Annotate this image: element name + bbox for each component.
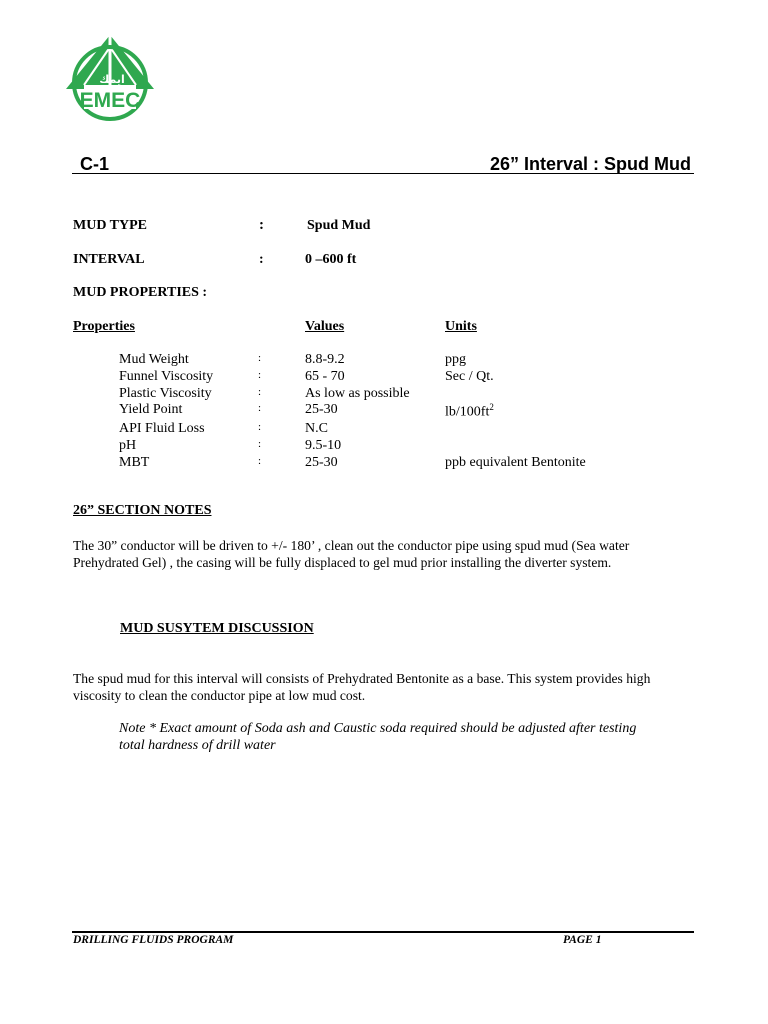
property-value-text: 25-30 <box>305 402 338 418</box>
property-name <box>119 421 258 438</box>
section-code: C-1 <box>80 154 110 174</box>
property-value-text: 65 - 70 <box>305 368 345 384</box>
property-name-text: MBT <box>119 454 150 470</box>
property-name <box>119 369 258 386</box>
header-rule <box>72 173 694 174</box>
property-value <box>305 386 445 403</box>
table-row <box>119 438 586 455</box>
property-sep-text: : <box>258 454 262 467</box>
interval-label: INTERVAL <box>73 252 145 267</box>
property-unit <box>445 386 586 403</box>
col-header-values: Values <box>305 319 345 334</box>
property-sep-text: : <box>258 402 262 415</box>
property-name-text: Plastic Viscosity <box>119 385 212 401</box>
property-unit-text: Sec / Qt. <box>445 368 494 384</box>
property-sep <box>258 421 305 438</box>
property-unit-text: ppg <box>445 352 466 367</box>
property-value-text: 8.8-9.2 <box>305 352 345 367</box>
interval-sep: : <box>259 252 264 267</box>
property-name <box>119 352 258 369</box>
property-name-text: API Fluid Loss <box>119 421 205 437</box>
mud-type-sep: : <box>259 217 264 233</box>
discussion-heading: MUD SUSYTEM DISCUSSION <box>120 621 314 636</box>
property-name-text: Mud Weight <box>119 352 189 367</box>
discussion-note: Note * Exact amount of Soda ash and Caustic soda required should be adjusted after testing total hardness of drill water <box>119 721 637 753</box>
table-row <box>119 386 586 403</box>
table-row <box>119 352 586 369</box>
property-value <box>305 455 445 472</box>
property-value-text: N.C <box>305 421 328 437</box>
property-sep-text: : <box>258 385 262 398</box>
footer-left: DRILLING FLUIDS PROGRAM <box>73 934 234 946</box>
property-value-text: 9.5-10 <box>305 437 342 453</box>
property-sep <box>258 438 305 455</box>
property-unit <box>445 455 586 472</box>
property-sep-text: : <box>258 368 262 381</box>
property-name-text: Yield Point <box>119 402 183 418</box>
mud-type-value: Spud Mud <box>307 218 371 233</box>
mud-type-label: MUD TYPE <box>73 218 148 233</box>
property-name <box>119 438 258 455</box>
property-value <box>305 421 445 438</box>
property-name <box>119 386 258 403</box>
section-notes-heading: 26” SECTION NOTES <box>73 503 212 518</box>
property-unit <box>445 352 586 369</box>
table-row <box>119 455 586 472</box>
property-name <box>119 455 258 472</box>
table-row <box>119 369 586 386</box>
property-sep <box>258 455 305 472</box>
col-header-properties: Properties <box>73 319 135 334</box>
table-row <box>119 421 586 438</box>
property-value-text: As low as possible <box>305 385 410 401</box>
emec-logo <box>62 33 158 123</box>
property-sep-text: : <box>258 437 262 450</box>
property-name-text: Funnel Viscosity <box>119 368 214 384</box>
property-unit <box>445 421 586 438</box>
property-value <box>305 402 445 421</box>
property-unit <box>445 402 586 421</box>
property-value <box>305 438 445 455</box>
mud-properties-heading: MUD PROPERTIES : <box>73 285 208 300</box>
section-notes-paragraph: The 30” conductor will be driven to +/- 180’ , clean out the conductor pipe using spud mud (Sea water Prehydrated Gel) , the casing will be fully displaced to gel mud prior installing the diverter system. <box>73 538 630 570</box>
property-sep <box>258 352 305 369</box>
property-value <box>305 369 445 386</box>
footer-page-number: PAGE 1 <box>563 934 602 946</box>
property-unit <box>445 369 586 386</box>
table-row <box>119 402 586 421</box>
property-sep <box>258 402 305 421</box>
footer-rule <box>72 931 694 933</box>
interval-value: 0 –600 ft <box>305 252 357 267</box>
property-value <box>305 352 445 369</box>
property-unit-text: ppb equivalent Bentonite <box>445 454 586 470</box>
properties-table <box>119 352 586 471</box>
property-sep-text: : <box>258 352 262 364</box>
unit-superscript: 2 <box>489 402 494 413</box>
property-unit-text: lb/100ft <box>445 405 490 421</box>
property-sep <box>258 369 305 386</box>
property-value-text: 25-30 <box>305 454 338 470</box>
logo-arabic-text: ايمك <box>99 73 125 86</box>
property-name-text: pH <box>119 437 137 453</box>
property-sep-text: : <box>258 421 262 434</box>
page-title: 26” Interval : Spud Mud <box>489 154 691 174</box>
property-sep <box>258 386 305 403</box>
property-name <box>119 402 258 421</box>
col-header-units: Units <box>445 319 477 334</box>
logo-text: EMEC <box>79 89 141 112</box>
discussion-paragraph: The spud mud for this interval will consists of Prehydrated Bentonite as a base. This system provides high viscosity to clean the conductor pipe at low mud cost. <box>73 671 651 703</box>
property-unit <box>445 438 586 455</box>
